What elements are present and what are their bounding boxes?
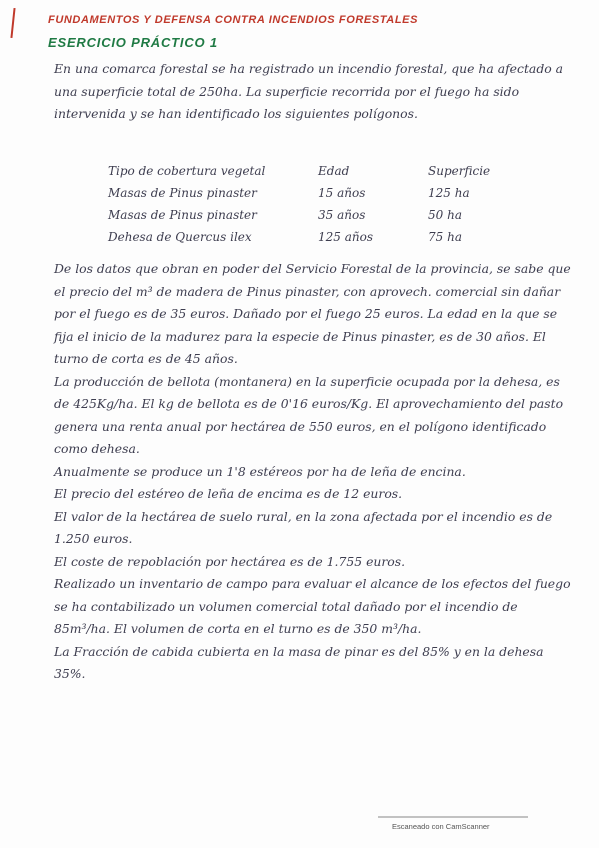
paragraph-inventory: Realizado un inventario de campo para evaluar el alcance de los efectos del fuego se ha contabilizado un volumen comercial total dañado por el incendio de 85m³/ha. El volumen de corta en el turno es de 350 m³/ha. bbox=[54, 576, 571, 636]
body-text bbox=[54, 258, 573, 686]
table-cell: Dehesa de Quercus ilex bbox=[108, 230, 252, 244]
document-title: FUNDAMENTOS Y DEFENSA CONTRA INCENDIOS FORESTALES bbox=[48, 14, 419, 26]
table-cell: 125 años bbox=[318, 230, 373, 244]
intro-text: En una comarca forestal se ha registrado un incendio forestal, que ha afectado a una superficie total de 250ha. La superficie recorrida por el fuego ha sido intervenida y se han identificado los siguientes polígonos. bbox=[54, 61, 564, 121]
table-row bbox=[108, 204, 508, 226]
paragraph-acorn-production: La producción de bellota (montanera) en la superficie ocupada por la dehesa, es de 425Kg/ha. El kg de bellota es de 0'16 euros/Kg. El aprovechamiento del pasto genera una renta anual por hectárea de 550 euros, en el polígono identificado como dehesa. bbox=[54, 373, 564, 456]
table-header-cell: Tipo de cobertura vegetal bbox=[108, 164, 266, 178]
vegetation-table bbox=[108, 160, 508, 248]
table-header-cell: Edad bbox=[318, 164, 350, 178]
intro-paragraph bbox=[54, 58, 573, 126]
paragraph-firewood-yield: Anualmente se produce un 1'8 estéreos por ha de leña de encina. bbox=[54, 463, 466, 479]
paragraph-canopy-cover: La Fracción de cabida cubierta en la masa de pinar es del 85% y en la dehesa 35%. bbox=[54, 643, 544, 681]
table-header-cell: Superficie bbox=[428, 164, 491, 178]
paragraph-land-value: El valor de la hectárea de suelo rural, en la zona afectada por el incendio es de 1.250 euros. bbox=[54, 508, 553, 546]
title-block bbox=[48, 12, 579, 52]
paragraph-firewood-price: El precio del estéreo de leña de encima es de 12 euros. bbox=[54, 486, 403, 501]
scanner-watermark: Escaneado con CamScanner bbox=[392, 822, 490, 831]
table-cell: 75 ha bbox=[428, 230, 462, 244]
exercise-title: ESERCICIO PRÁCTICO 1 bbox=[48, 35, 218, 50]
table-cell: 15 años bbox=[318, 186, 366, 200]
scan-edge-line bbox=[378, 816, 528, 818]
table-cell: 50 ha bbox=[428, 208, 462, 222]
table-cell: Masas de Pinus pinaster bbox=[108, 186, 257, 200]
table-row bbox=[108, 182, 508, 204]
table-cell: 125 ha bbox=[428, 186, 470, 200]
table-header-row bbox=[108, 160, 508, 182]
table-row bbox=[108, 226, 508, 248]
paragraph-prices: De los datos que obran en poder del Servicio Forestal de la provincia, se sabe que el precio del m³ de madera de Pinus pinaster, con aprovech. comercial sin dañar por el fuego es de 35 euros. Dañado por el fuego 25 euros. La edad en la que se fija el inicio de la madurez para la especie de Pinus pinaster, es de 30 años. El turno de corta es de 45 años. bbox=[54, 261, 571, 366]
table-cell: 35 años bbox=[318, 208, 366, 222]
table-cell: Masas de Pinus pinaster bbox=[108, 208, 257, 222]
margin-pen-stroke bbox=[10, 8, 15, 38]
paragraph-reforestation-cost: El coste de repoblación por hectárea es de 1.755 euros. bbox=[54, 553, 406, 569]
